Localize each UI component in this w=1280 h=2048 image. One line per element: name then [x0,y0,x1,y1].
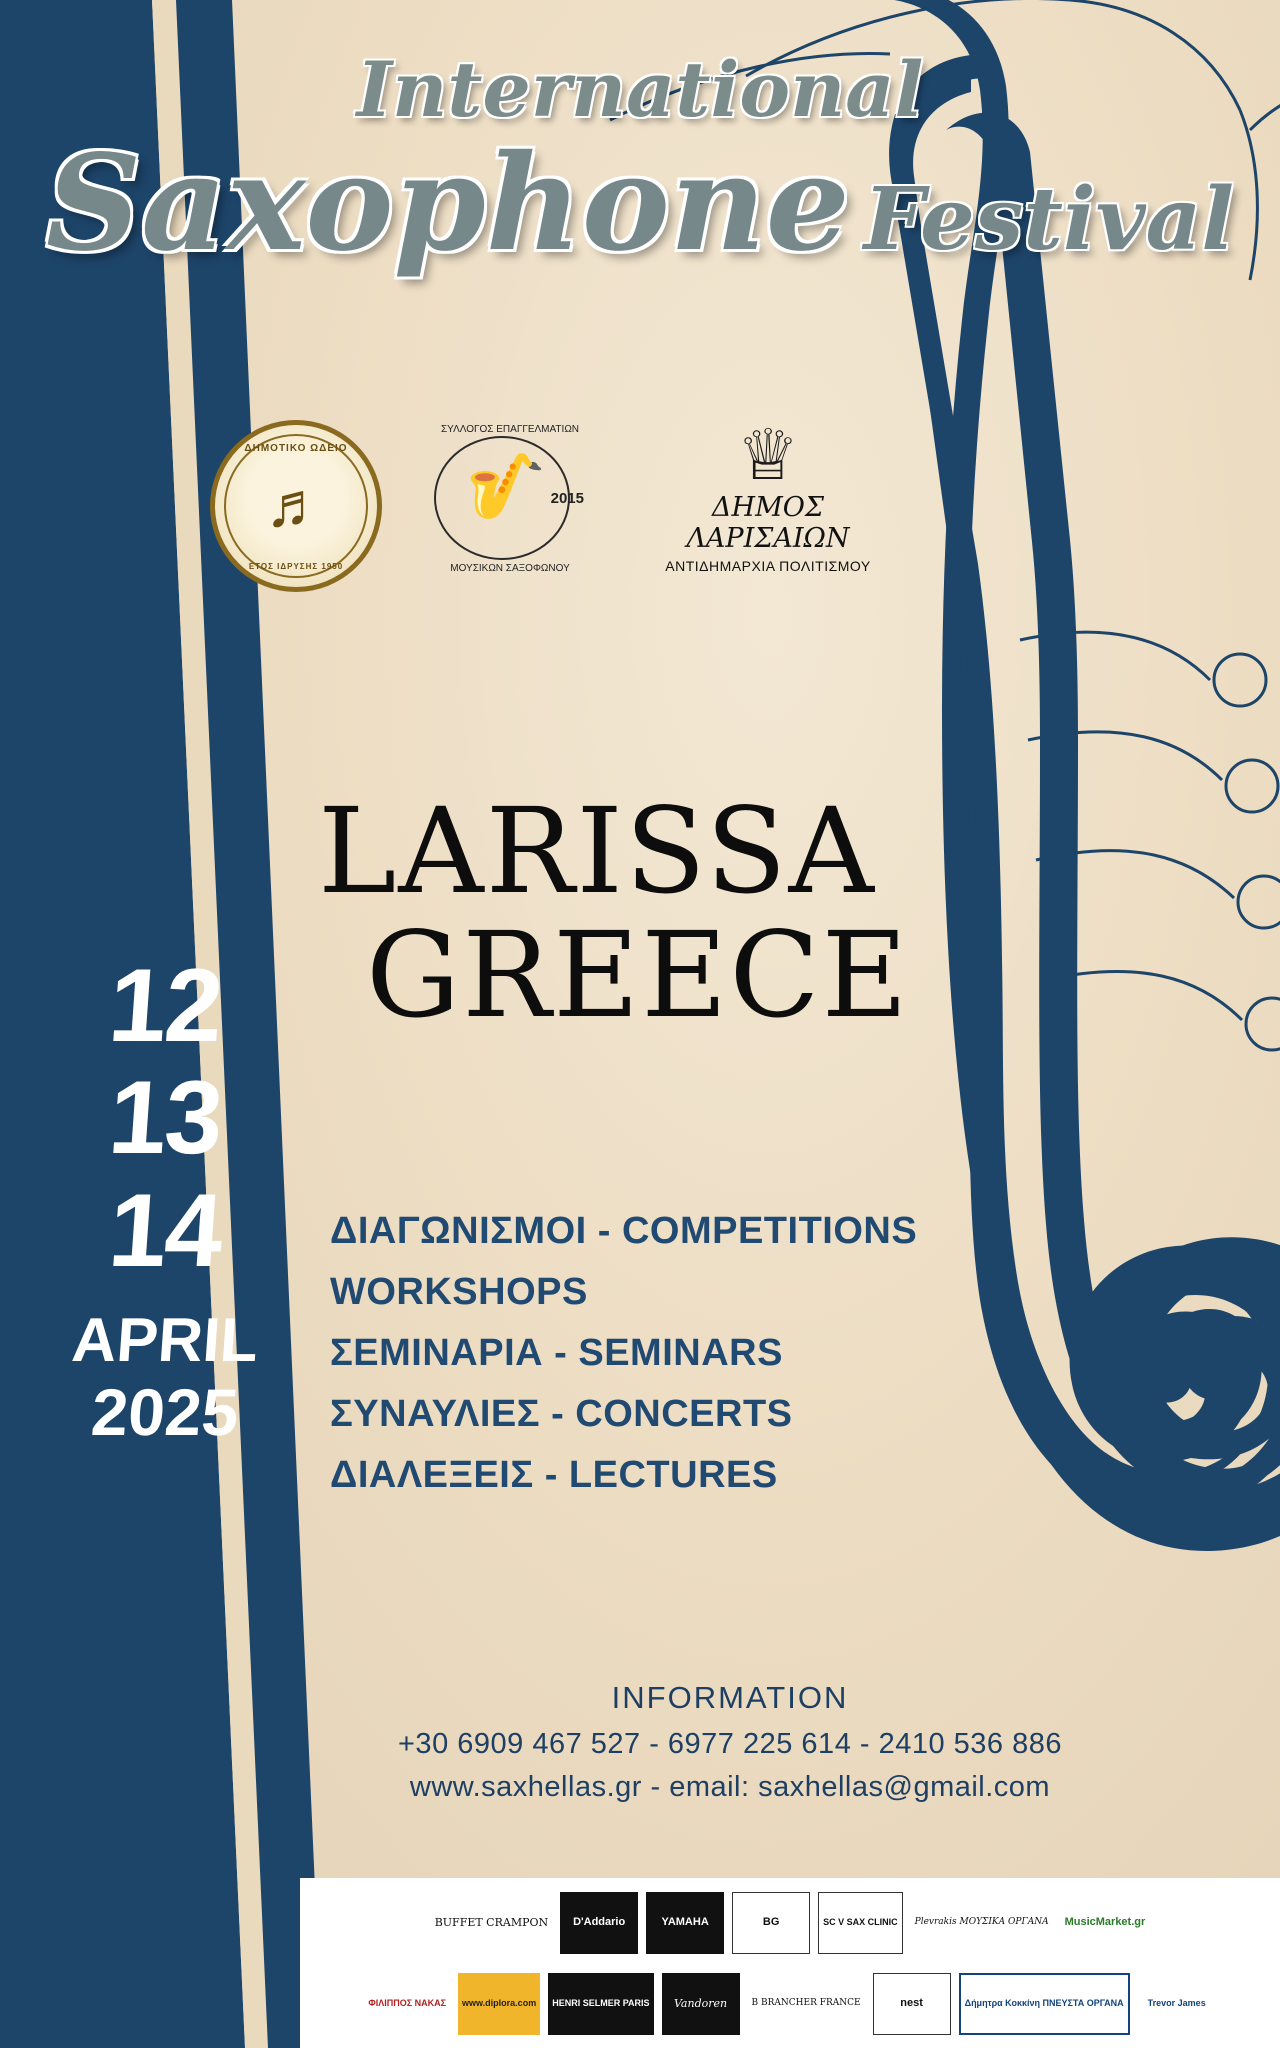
sponsor-yamaha: YAMAHA [646,1892,724,1954]
country-name: GREECE [366,905,910,1044]
city-logo-subtitle: ΑΝΤΙΔΗΜΑΡΧΙΑ ΠΟΛΙΤΙΣΜΟΥ [665,558,871,574]
activity-item-workshops: WORKSHOPS [330,1271,588,1313]
activity-item-seminars: ΣΕΜΙΝΑΡΙΑ - SEMINARS [330,1332,783,1374]
sponsor-trevor-james: Trevor James [1147,1997,1206,2008]
sponsor-daddario: D'Addario [560,1892,638,1954]
seal-bottom-label: ΕΤΟΣ ΙΔΡΥΣΗΣ 1950 [248,562,344,571]
sponsor-filippos-nakas: ΦΙΛΙΠΠΟΣ ΝΑΚΑΣ [368,1997,447,2008]
title-main-line [0,126,1280,281]
sponsor-vandoren: Vandoren [662,1973,740,2035]
sponsor-buffet-crampon: BUFFET CRAMPON [434,1915,549,1929]
sponsor-dimitra-kokkini: Δήμητρα Κοκκίνη ΠΝΕΥΣΤΑ ΟΡΓΑΝΑ [959,1973,1130,2035]
sponsor-bg-france: BG [732,1892,810,1954]
information-heading: INFORMATION [611,1680,849,1715]
information-web-email: www.saxhellas.gr - email: saxhellas@gmail.com [409,1771,1051,1803]
saxophone-icon: 🎷 [466,450,546,522]
assoc-year-label: 2015 [550,490,584,507]
seal-top-label: ΔΗΜΟΤΙΚΟ ΩΔΕΙΟ [244,443,348,454]
poster-title [0,45,1280,281]
sponsor-brancher-france: B BRANCHER FRANCE [751,1997,861,2008]
sponsor-musicmarket: MusicMarket.gr [1064,1915,1146,1928]
date-year: 2025 [89,1375,242,1450]
date-day-2: 13 [105,1060,225,1177]
sponsor-row-2 [306,1963,1274,2044]
date-month: APRIL [69,1305,261,1375]
information-phones: +30 6909 467 527 - 6977 225 614 - 2410 536 886 [398,1728,1062,1760]
title-saxophone: Saxophone [45,126,850,281]
sponsor-row-1 [306,1882,1274,1963]
date-day-1: 12 [105,948,225,1064]
organiser-logos [210,416,898,592]
sponsor-strip [300,1878,1280,2048]
sponsor-nest: nest [873,1973,951,2035]
logo-syllogos-saxofonou [422,424,598,578]
sponsor-henri-selmer-paris: HENRI SELMER PARIS [548,1973,653,2035]
city-crest-icon: ♕ [736,416,800,494]
activity-item-concerts: ΣΥΝΑΥΛΙΕΣ - CONCERTS [330,1393,793,1435]
date-day-3: 14 [105,1172,225,1289]
sponsor-plevrakis: Plevrakis ΜΟΥΣΙΚΑ ΟΡΓΑΝΑ [914,1916,1049,1927]
assoc-top-label: ΣΥΛΛΟΓΟΣ ΕΠΑΓΓΕΛΜΑΤΙΩΝ [440,424,580,435]
city-logo-title: ΔΗΜΟΣ ΛΑΡΙΣΑΙΩΝ [686,492,850,554]
logo-dimotiko-odeio-larisas [210,420,382,592]
lyre-icon: ♬ [265,471,327,540]
location-block [318,782,910,1044]
assoc-bottom-label: ΜΟΥΣΙΚΩΝ ΣΑΞΟΦΩΝΟΥ [450,563,570,574]
activity-item-competitions: ΔΙΑΓΩΝΙΣΜΟΙ - COMPETITIONS [330,1210,918,1252]
sponsor-sax-clinic: SC V SAX CLINIC [818,1892,903,1954]
title-international: International [356,45,924,134]
logo-dimos-larisaion [638,416,898,574]
event-dates [70,950,260,1449]
activities-list [330,1210,917,1515]
sponsor-diplora: www.diplora.com [458,1973,540,2035]
activity-item-lectures: ΔΙΑΛΕΞΕΙΣ - LECTURES [330,1454,778,1496]
city-name: LARISSA [318,782,876,920]
information-block [300,1680,1160,1814]
title-festival: Festival [863,169,1235,270]
